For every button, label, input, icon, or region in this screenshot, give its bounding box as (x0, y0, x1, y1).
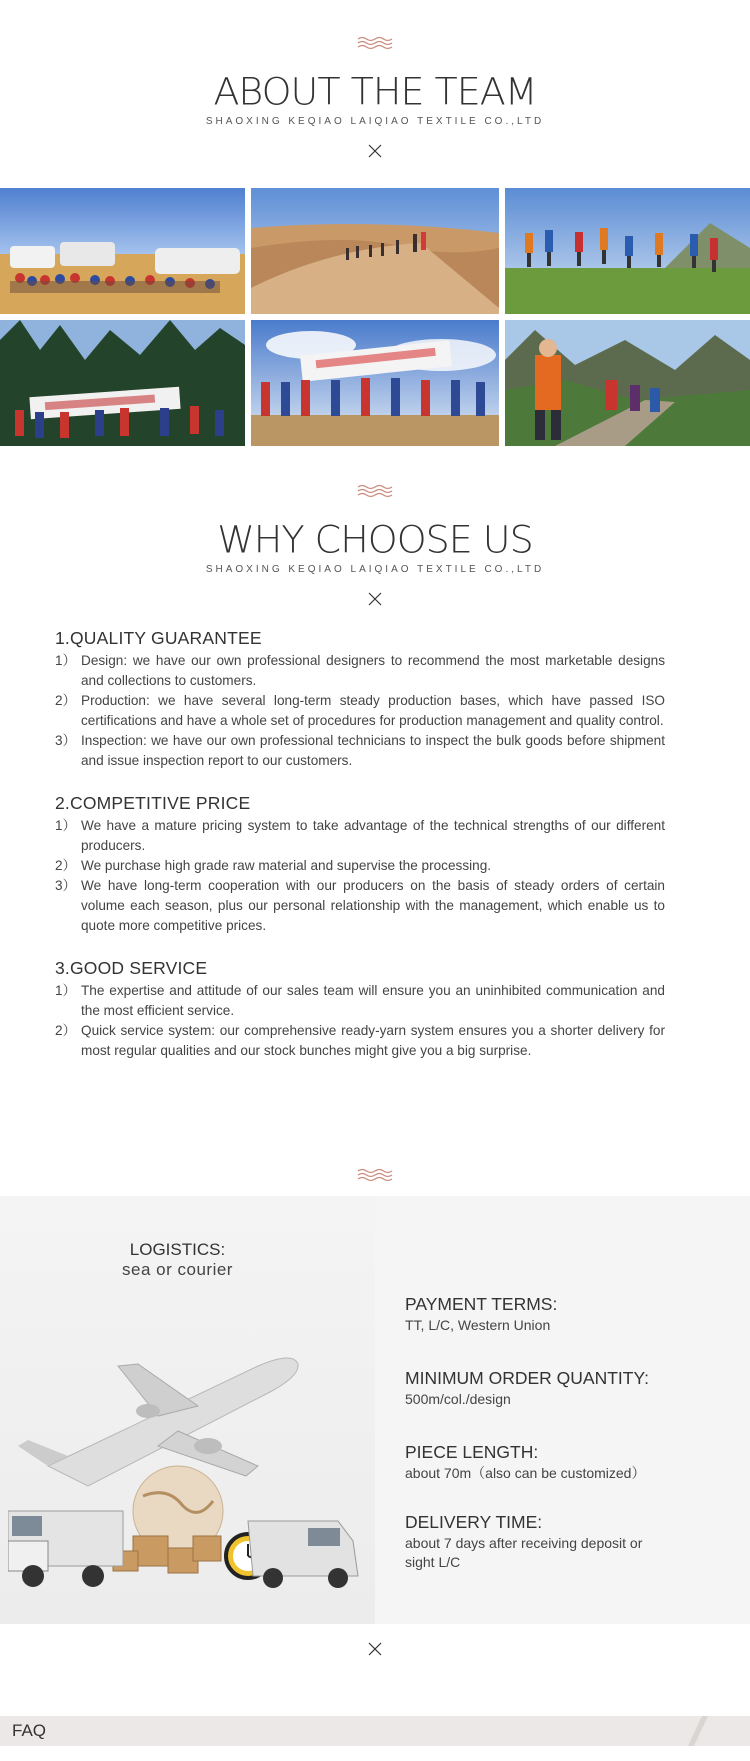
delivery-time: DELIVERY TIME: about 7 days after receiving deposit or sight L/C (405, 1512, 643, 1570)
close-x-icon (0, 144, 750, 158)
piece-length: PIECE LENGTH: about 70m（also can be customized） (405, 1442, 646, 1481)
desert-cars-photo (0, 188, 245, 314)
list-item: 2） Production: we have several long-term steady production bases, which have passed ISO certifications and have a whole set of procedures for production management and quality control. (55, 693, 665, 728)
logistics-value: sea or courier (122, 1260, 233, 1279)
section-title: 2.COMPETITIVE PRICE (55, 793, 251, 813)
forest-banner-photo (0, 320, 245, 446)
jumping-meadow-photo (505, 188, 750, 314)
minimum-order-quantity: MINIMUM ORDER QUANTITY: 500m/col./design (405, 1368, 650, 1407)
mountain-trail-photo (505, 320, 750, 446)
wave-ornament-icon (0, 1168, 750, 1186)
about-heading (0, 70, 750, 127)
about-subtitle: SHAOXING KEQIAO LAIQIAO TEXTILE CO.,LTD (205, 116, 545, 127)
slant-decoration-icon (668, 1716, 708, 1746)
faq-bar[interactable] (0, 1716, 750, 1746)
list-item: 3） We have long-term cooperation with our producers on the basis of steady orders of certain volume each season, plus our personal relationship with the management, which enable us to quote more competitive prices. (55, 878, 665, 933)
sand-dune-photo (251, 188, 499, 314)
list-item: 1） Design: we have our own professional designers to recommend the most marketable designs and collections to customers. (55, 653, 665, 688)
faq-label: FAQ (12, 1721, 47, 1740)
close-x-icon (0, 592, 750, 606)
why-heading (0, 518, 750, 575)
logistics-panel (0, 1196, 375, 1624)
terms-panel (375, 1196, 750, 1624)
list-item: 2） We purchase high grade raw material and supervise the processing. (55, 858, 492, 873)
tea-banner-photo (251, 320, 499, 446)
why-subtitle: SHAOXING KEQIAO LAIQIAO TEXTILE CO.,LTD (205, 564, 545, 575)
wave-ornament-icon (0, 484, 750, 502)
list-item: 2） Quick service system: our comprehensive ready-yarn system ensures you a shorter delivery for most regular qualities and our stock bunches might give you a big surprise. (55, 1023, 665, 1058)
why-choose-us-list (55, 628, 665, 1083)
list-item: 1） We have a mature pricing system to take advantage of the technical strengths of our different producers. (55, 818, 665, 853)
list-item: 1） The expertise and attitude of our sales team will ensure you an uninhibited communication and the most efficient service. (55, 983, 665, 1018)
team-photo-grid (0, 188, 750, 446)
section-title: 1.QUALITY GUARANTEE (55, 628, 262, 648)
close-x-icon (0, 1642, 750, 1656)
why-title: WHY CHOOSE US (217, 518, 533, 562)
section-title: 3.GOOD SERVICE (55, 958, 208, 978)
logistics-plane-truck-illustration (8, 1336, 368, 1606)
quality-section (55, 628, 665, 771)
service-section (55, 958, 665, 1061)
list-item: 3） Inspection: we have our own professional technicians to inspect the bulk goods before shipment and issue inspection report to our customers. (55, 733, 665, 768)
price-section (55, 793, 665, 936)
about-title: ABOUT THE TEAM (213, 70, 537, 114)
wave-ornament-icon (0, 36, 750, 54)
logistics-title: LOGISTICS: (129, 1240, 226, 1259)
payment-terms: PAYMENT TERMS: TT, L/C, Western Union (405, 1294, 558, 1333)
